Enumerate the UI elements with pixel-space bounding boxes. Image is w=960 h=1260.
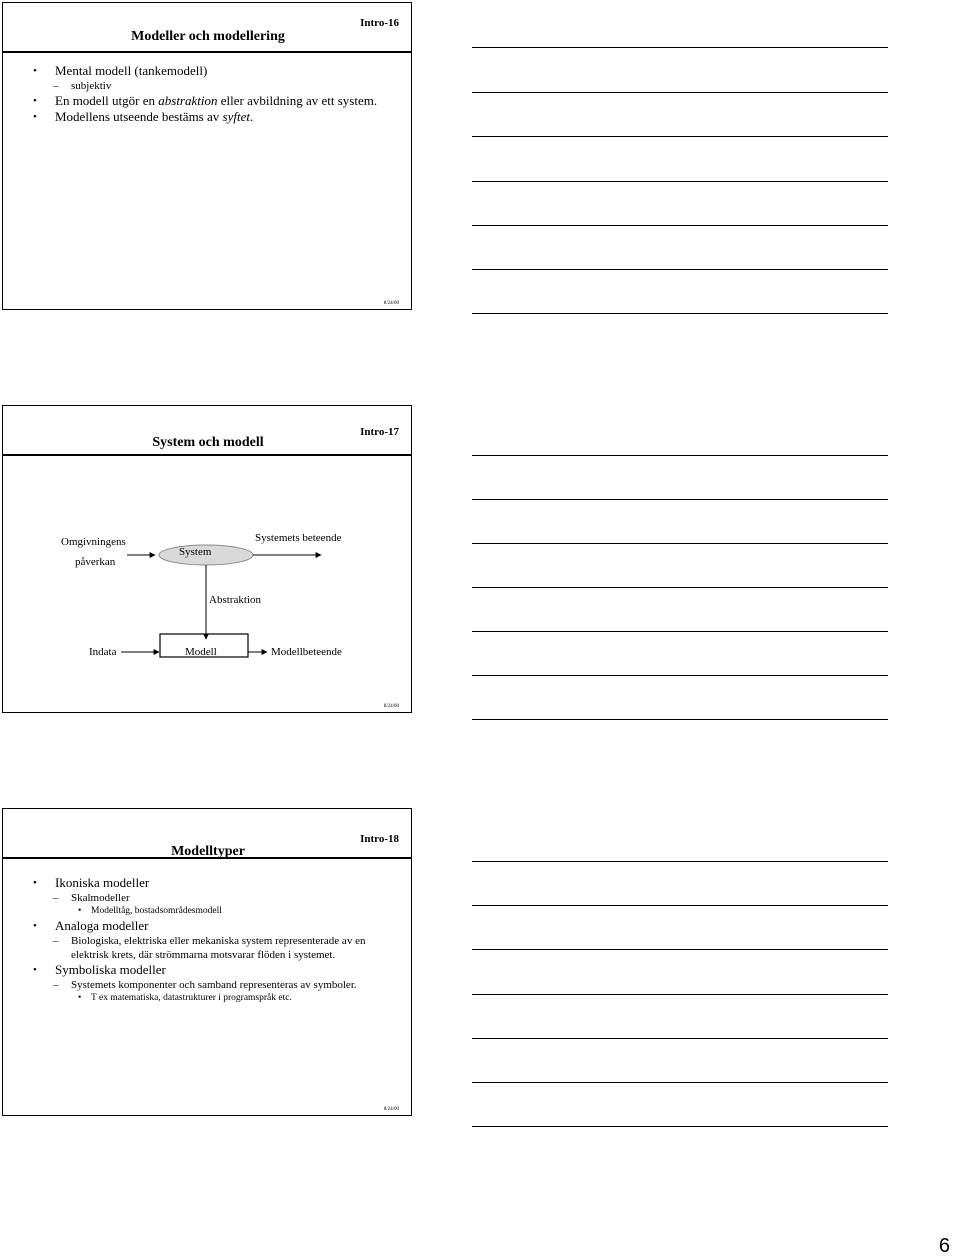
bullet-text: Modellens utseende bestäms av	[55, 109, 223, 124]
notes-line	[472, 587, 888, 588]
bullet-level-1: • Analoga modeller	[31, 918, 391, 934]
slide-header	[3, 406, 411, 456]
slide-intro-17	[2, 405, 412, 713]
slide-footer-date: 8/24/00	[383, 1107, 399, 1112]
slide-number: Intro-18	[360, 833, 399, 845]
slide-number: Intro-17	[360, 426, 399, 438]
bullet-level-3: • T ex matematiska, datastrukturer i programspråk etc.	[31, 992, 391, 1005]
notes-line	[472, 543, 888, 544]
notes-line	[472, 92, 888, 93]
notes-line	[472, 1038, 888, 1039]
notes-line	[472, 313, 888, 314]
notes-line	[472, 675, 888, 676]
slide-footer-date: 8/24/00	[383, 301, 399, 306]
emphasis-text: syftet	[222, 109, 250, 124]
env-influence-label-1: Omgivningens	[61, 536, 126, 548]
slide-header	[3, 809, 411, 859]
bullet-level-1	[31, 109, 391, 125]
notes-line	[472, 631, 888, 632]
bullet-text: .	[249, 109, 254, 124]
bullet-level-2: – subjektiv	[31, 79, 391, 93]
slide-footer-date: 8/24/00	[383, 704, 399, 709]
notes-line	[472, 861, 888, 862]
notes-line	[472, 1082, 888, 1083]
bullet-text: eller avbildning av ett system.	[217, 93, 378, 108]
bullet-level-2: – Biologiska, elektriska eller mekaniska system representerade av en elektrisk krets, där strömmarna motsvarar flöden i systemet.	[31, 934, 391, 962]
slide-bullets	[31, 63, 391, 125]
notes-line	[472, 47, 888, 48]
system-label: System	[179, 546, 212, 558]
notes-line	[472, 269, 888, 270]
bullet-level-3: • Modelltåg, bostadsområdesmodell	[31, 905, 391, 918]
slide-title: Modeller och modellering	[131, 29, 285, 44]
notes-line	[472, 949, 888, 950]
slide-intro-18	[2, 808, 412, 1116]
slide-title: System och modell	[152, 435, 264, 450]
notes-line	[472, 181, 888, 182]
notes-line	[472, 719, 888, 720]
bullet-level-1: • Mental modell (tankemodell)	[31, 63, 391, 79]
slide-intro-16	[2, 2, 412, 310]
bullet-level-2: – Skalmodeller	[31, 891, 391, 905]
notes-line	[472, 905, 888, 906]
notes-line	[472, 499, 888, 500]
slide-title: Modelltyper	[171, 844, 245, 859]
notes-line	[472, 1126, 888, 1127]
input-label: Indata	[89, 646, 117, 658]
notes-line	[472, 136, 888, 137]
emphasis-text: abstraktion	[158, 93, 218, 108]
bullet-text: En modell utgör en	[55, 93, 159, 108]
notes-line	[472, 455, 888, 456]
model-label: Modell	[185, 646, 217, 658]
model-behavior-label: Modellbeteende	[271, 646, 342, 658]
abstraction-label: Abstraktion	[209, 594, 261, 606]
page-number: 6	[938, 1235, 950, 1257]
bullet-level-1	[31, 93, 391, 109]
bullet-level-1: • Symboliska modeller	[31, 962, 391, 978]
slide-number: Intro-16	[360, 17, 399, 29]
system-behavior-label: Systemets beteende	[255, 532, 342, 544]
bullet-level-1: • Ikoniska modeller	[31, 875, 391, 891]
notes-line	[472, 225, 888, 226]
slide-bullets	[31, 875, 391, 1005]
bullet-level-2: – Systemets komponenter och samband representeras av symboler.	[31, 978, 391, 992]
env-influence-label-2: påverkan	[75, 556, 116, 568]
slide-header	[3, 3, 411, 53]
notes-line	[472, 994, 888, 995]
